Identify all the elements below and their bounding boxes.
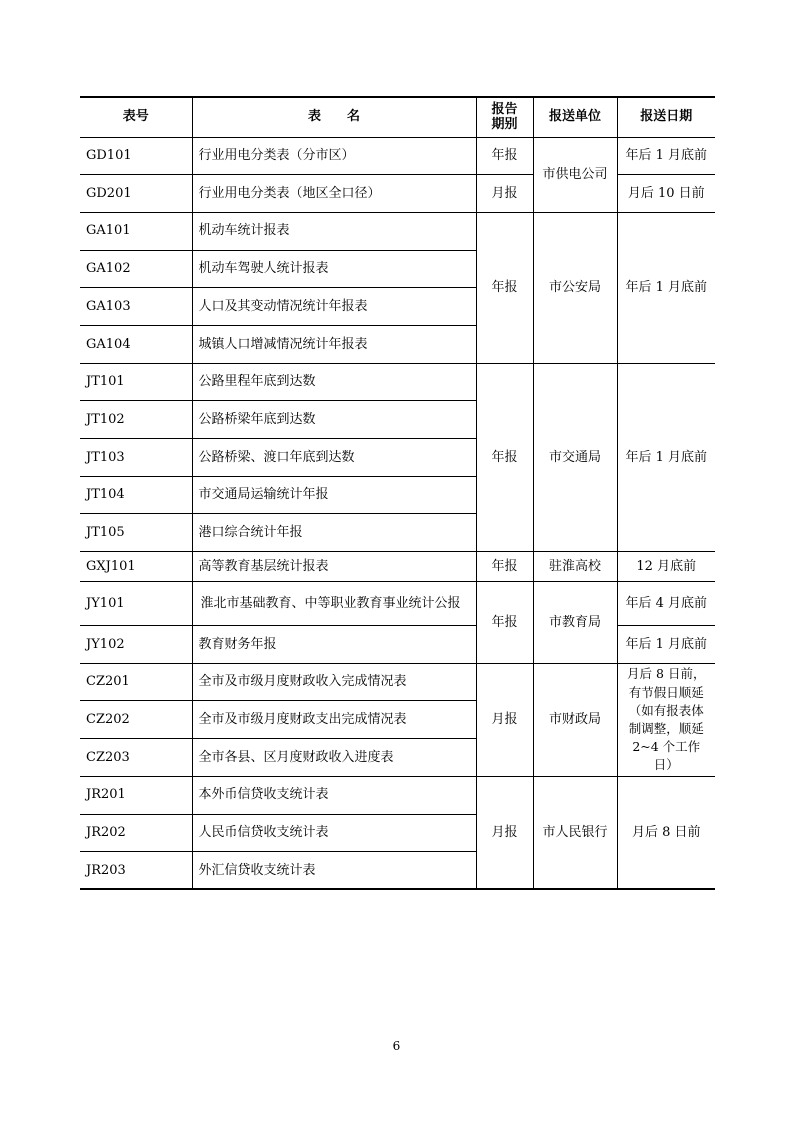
row-code: GA103 [80,288,192,326]
row-name: 高等教育基层统计报表 [192,552,476,582]
row-period: 月报 [476,175,533,213]
row-date: 年后 1 月底前 [617,212,715,363]
row-date: 年后 1 月底前 [617,626,715,664]
row-name: 公路桥梁年底到达数 [192,401,476,439]
row-name: 全市及市级月度财政支出完成情况表 [192,701,476,739]
row-code: CZ202 [80,701,192,739]
row-name: 外汇信贷收支统计表 [192,852,476,890]
row-unit: 驻淮高校 [533,552,617,582]
row-name: 公路桥梁、渡口年底到达数 [192,439,476,477]
table-row [80,582,715,626]
row-code: JT101 [80,363,192,401]
row-period: 月报 [476,663,533,776]
report-table [80,96,715,890]
table-row [80,212,715,250]
row-name: 城镇人口增减情况统计年报表 [192,325,476,363]
row-unit: 市供电公司 [533,137,617,212]
row-code: JT105 [80,514,192,552]
row-code: GA101 [80,212,192,250]
row-code: GA102 [80,250,192,288]
row-name: 本外币信贷收支统计表 [192,776,476,814]
row-code: CZ203 [80,739,192,777]
row-code: JY102 [80,626,192,664]
row-unit: 市教育局 [533,582,617,664]
row-period: 年报 [476,552,533,582]
row-name: 人民币信贷收支统计表 [192,814,476,852]
row-period: 年报 [476,363,533,551]
row-code: JT102 [80,401,192,439]
row-unit: 市财政局 [533,663,617,776]
row-code: JR201 [80,776,192,814]
row-period: 年报 [476,137,533,175]
header-name: 表 名 [192,97,476,137]
table-row [80,776,715,814]
row-unit: 市公安局 [533,212,617,363]
row-date: 年后 4 月底前 [617,582,715,626]
row-name: 公路里程年底到达数 [192,363,476,401]
row-name: 行业用电分类表（地区全口径） [192,175,476,213]
row-name: 行业用电分类表（分市区） [192,137,476,175]
row-code: JT103 [80,439,192,477]
table-row [80,626,715,664]
row-code: JT104 [80,476,192,514]
table-row [80,663,715,701]
row-name: 港口综合统计年报 [192,514,476,552]
row-date: 12 月底前 [617,552,715,582]
header-date: 报送日期 [617,97,715,137]
row-date: 月后 10 日前 [617,175,715,213]
row-code: CZ201 [80,663,192,701]
header-code: 表号 [80,97,192,137]
table-row [80,363,715,401]
row-name: 人口及其变动情况统计年报表 [192,288,476,326]
table-header-row [80,97,715,137]
header-unit: 报送单位 [533,97,617,137]
page-number: 6 [392,1039,401,1053]
row-date: 月后 8 日前，有节假日顺延（如有报表体制调整，顺延 2~4 个工作日） [617,663,715,776]
row-code: GD101 [80,137,192,175]
row-code: GA104 [80,325,192,363]
row-period: 月报 [476,776,533,889]
row-code: JR202 [80,814,192,852]
row-period: 年报 [476,582,533,664]
row-code: JR203 [80,852,192,890]
row-code: GD201 [80,175,192,213]
row-period: 年报 [476,212,533,363]
row-unit: 市交通局 [533,363,617,551]
row-name: 教育财务年报 [192,626,476,664]
table-row [80,137,715,175]
header-period: 报告 期别 [476,97,533,137]
row-code: GXJ101 [80,552,192,582]
row-date: 年后 1 月底前 [617,137,715,175]
table-row [80,175,715,213]
row-name: 机动车统计报表 [192,212,476,250]
table-row [80,552,715,582]
row-name: 机动车驾驶人统计报表 [192,250,476,288]
row-name: 市交通局运输统计年报 [192,476,476,514]
row-name: 淮北市基础教育、中等职业教育事业统计公报 [192,582,476,626]
row-name: 全市各县、区月度财政收入进度表 [192,739,476,777]
row-name: 全市及市级月度财政收入完成情况表 [192,663,476,701]
row-date: 月后 8 日前 [617,776,715,889]
row-code: JY101 [80,582,192,626]
row-unit: 市人民银行 [533,776,617,889]
row-date: 年后 1 月底前 [617,363,715,551]
